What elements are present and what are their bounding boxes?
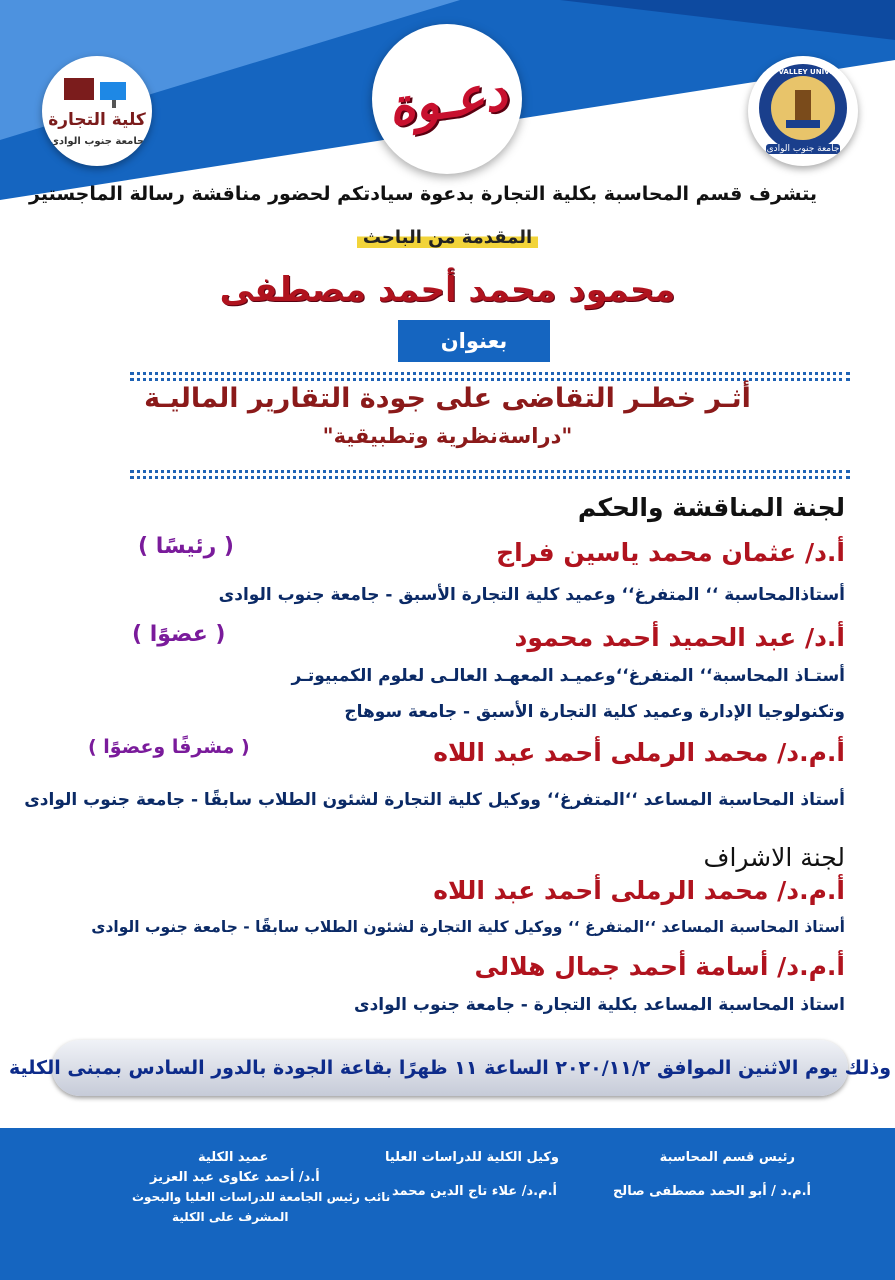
researcher-name: محمود محمد أحمد مصطفى (219, 270, 676, 310)
dean-supervisor: المشرف على الكلية (172, 1210, 289, 1224)
committee-member-name: أ.م.د/ محمد الرملى أحمد عبد اللاه (433, 738, 845, 767)
presented-by (0, 227, 895, 248)
university-logo-label: جامعة جنوب الوادى (766, 144, 840, 154)
vice-dean-name: أ.م.د/ علاء تاج الدين محمد (392, 1184, 557, 1199)
intro-text: يتشرف قسم المحاسبة بكلية التجارة بدعوة سيادتكم لحضور مناقشة رسالة الماجستير (29, 183, 817, 205)
divider-bottom (130, 470, 850, 473)
university-logo (748, 56, 858, 166)
committee-member-role: ( عضوًا ) (132, 622, 226, 647)
dean-title: عميد الكلية (198, 1150, 269, 1165)
supervision-heading: لجنة الاشراف (703, 843, 845, 872)
supervisor-name: أ.م.د/ محمد الرملى أحمد عبد اللاه (433, 876, 845, 905)
titled-label: بعنوان (398, 320, 550, 362)
invitation-badge (372, 24, 522, 174)
supervisor-name: أ.م.د/ أسامة أحمد جمال هلالى (474, 952, 845, 981)
vice-dean-title: وكيل الكلية للدراسات العليا (384, 1150, 559, 1165)
supervisor-desc: أستاذ المحاسبة المساعد ‘‘المتفرغ ‘‘ ووكيل كلية التجارة لشئون الطلاب سابقًا - جامعة جنوب الوادى (91, 918, 845, 936)
faculty-logo-label: كلية التجارة (48, 110, 146, 130)
thesis-title: أثـر خطـر التقاضى على جودة التقارير الماليـة (144, 383, 751, 414)
invitation-word: دعـوة (384, 61, 510, 137)
committee-member-desc: أستاذالمحاسبة ‘‘ المتفرغ‘‘ وعميد كلية التجارة الأسبق - جامعة جنوب الوادى (218, 585, 845, 605)
committee-member-role: ( مشرفًا وعضوًا ) (88, 736, 250, 758)
dean-name: أ.د/ أحمد عكاوى عبد العزيز (150, 1170, 320, 1185)
faculty-logo (42, 56, 152, 166)
divider-top-2 (130, 378, 850, 381)
footer-signatures (0, 1128, 895, 1280)
date-banner (8, 1040, 892, 1096)
university-logo-ring: SOUTH VALLEY UNIVERSITY (748, 68, 858, 76)
committee-member-name: أ.د/ عثمان محمد ياسين فراج (496, 538, 845, 567)
committee-member-desc: أستاذ المحاسبة المساعد ‘‘المتفرغ‘‘ ووكيل كلية التجارة لشئون الطلاب سابقًا - جامعة جنوب الوادى (24, 790, 845, 810)
faculty-logo-sub: جامعة جنوب الوادى (49, 136, 145, 147)
divider-top (130, 372, 850, 375)
date-text: وذلك يوم الاثنين الموافق ٢٠٢٠/١١/٢ الساعة ١١ ظهرًا بقاعة الجودة بالدور السادس بمبنى الكلية (8, 1057, 892, 1079)
committee-member-role: ( رئيسًا ) (138, 534, 234, 559)
supervisor-desc: استاذ المحاسبة المساعد بكلية التجارة - جامعة جنوب الوادى (354, 995, 845, 1015)
presented-by-text: المقدمة من الباحث (357, 227, 538, 248)
committee-member-desc: أستـاذ المحاسبة‘‘ المتفرغ‘‘وعميـد المعهـد العالـى لعلوم الكمبيوتـر (291, 666, 845, 686)
thesis-subtitle: "دراسةنظرية وتطبيقية" (322, 424, 573, 448)
divider-bottom-2 (130, 476, 850, 479)
committee-heading: لجنة المناقشة والحكم (577, 493, 845, 522)
committee-member-name: أ.د/ عبد الحميد أحمد محمود (514, 623, 845, 652)
committee-member-desc: وتكنولوجيا الإدارة وعميد كلية التجارة الأسبق - جامعة سوهاج (344, 702, 845, 722)
head-name: أ.م.د / أبو الحمد مصطفى صالح (612, 1184, 811, 1199)
dean-position: نائب رئيس الجامعة للدراسات العليا والبحوث (132, 1190, 391, 1204)
head-title: رئيس قسم المحاسبة (659, 1150, 795, 1165)
